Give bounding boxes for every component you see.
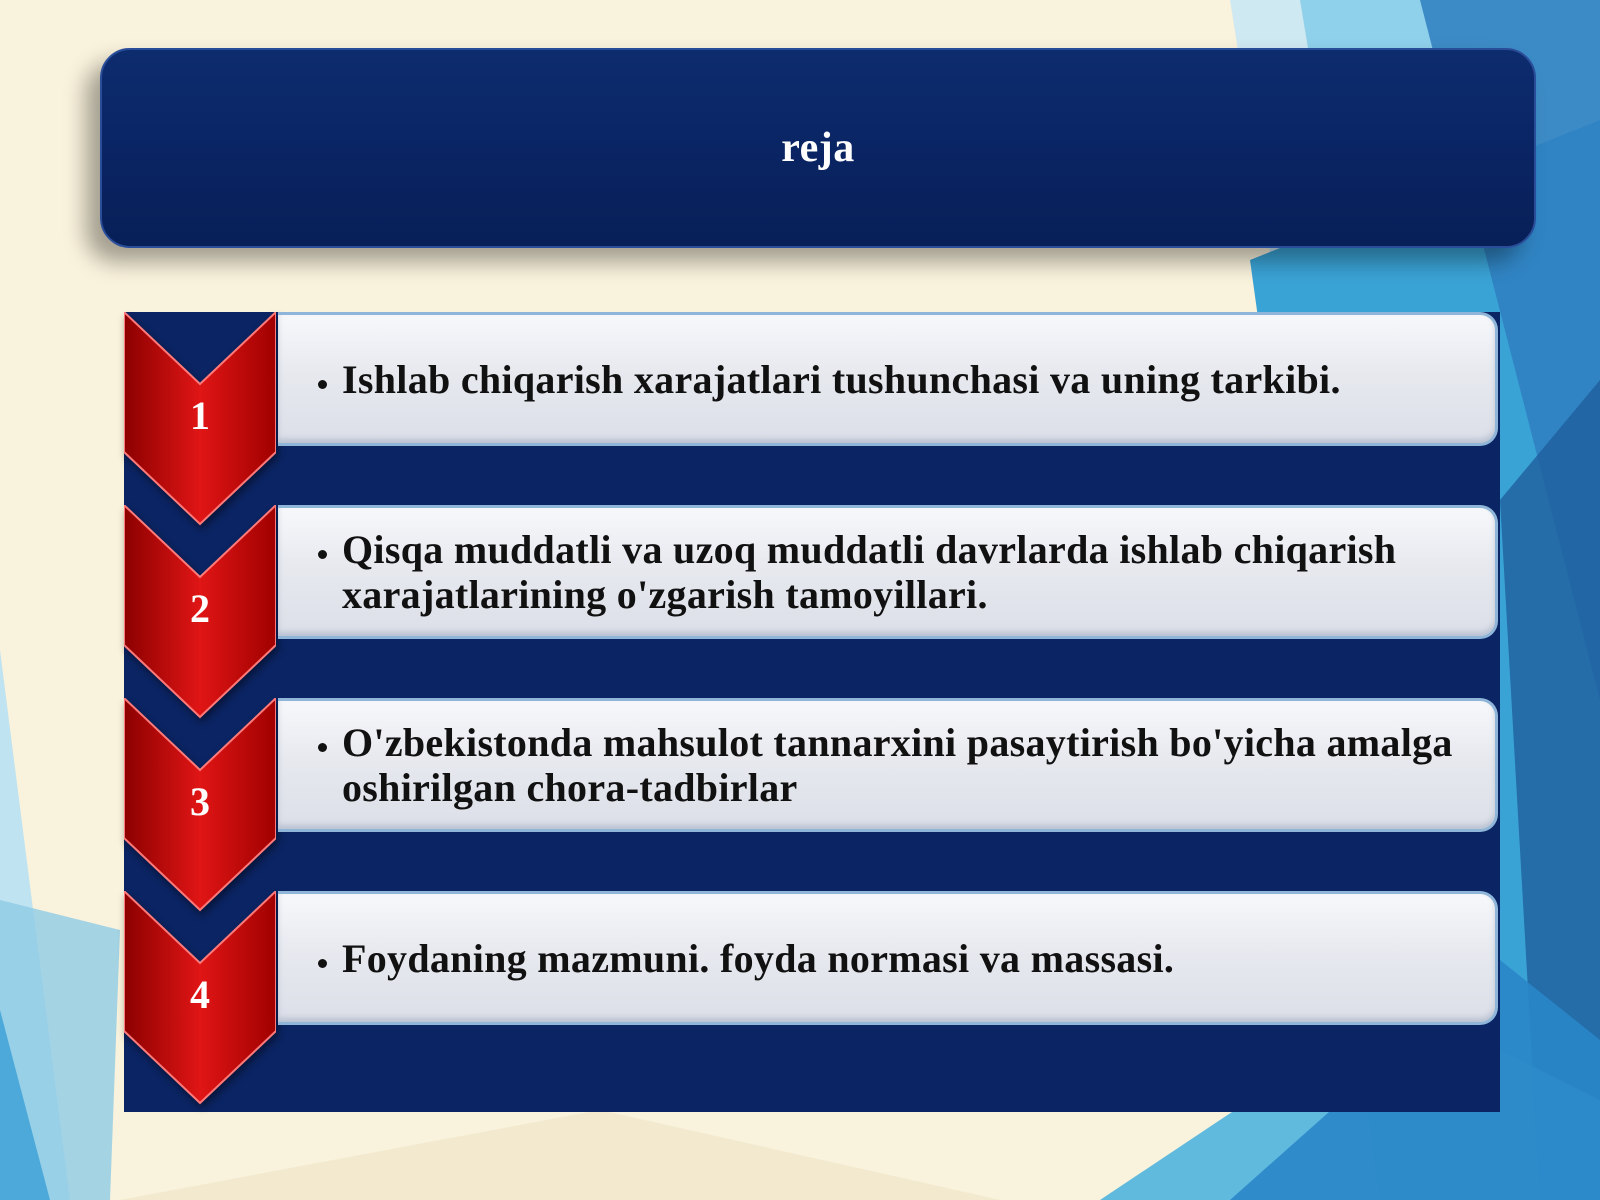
item-number: 2 [190,586,210,631]
item-number: 3 [190,779,210,824]
plan-item-2 [124,505,1500,695]
plan-item-text: • Foydaning mazmuni. foyda normasi va massasi. [342,936,1174,981]
plan-list-panel [124,312,1500,1112]
title-banner [100,48,1536,248]
item-number: 1 [190,393,210,438]
bullet-list [278,527,1495,617]
item-number: 4 [190,972,210,1017]
plan-item-1 [124,312,1500,502]
plan-item-card [278,698,1498,832]
bullet-list [278,720,1495,810]
plan-item-4 [124,891,1500,1081]
bullet-list [278,357,1371,402]
plan-item-text: • O'zbekistonda mahsulot tannarxini pasaytirish bo'yicha amalga oshirilgan chora-tadbirlar [342,720,1465,810]
plan-item-text: • Ishlab chiqarish xarajatlari tushunchasi va uning tarkibi. [342,357,1341,402]
plan-item-text: • Qisqa muddatli va uzoq muddatli davrlarda ishlab chiqarish xarajatlarining o'zgarish tamoyillari. [342,527,1465,617]
plan-item-card [278,891,1498,1025]
plan-item-card [278,312,1498,446]
plan-item-card [278,505,1498,639]
plan-item-3 [124,698,1500,888]
slide-title: reja [781,125,855,171]
bullet-list [278,936,1204,981]
